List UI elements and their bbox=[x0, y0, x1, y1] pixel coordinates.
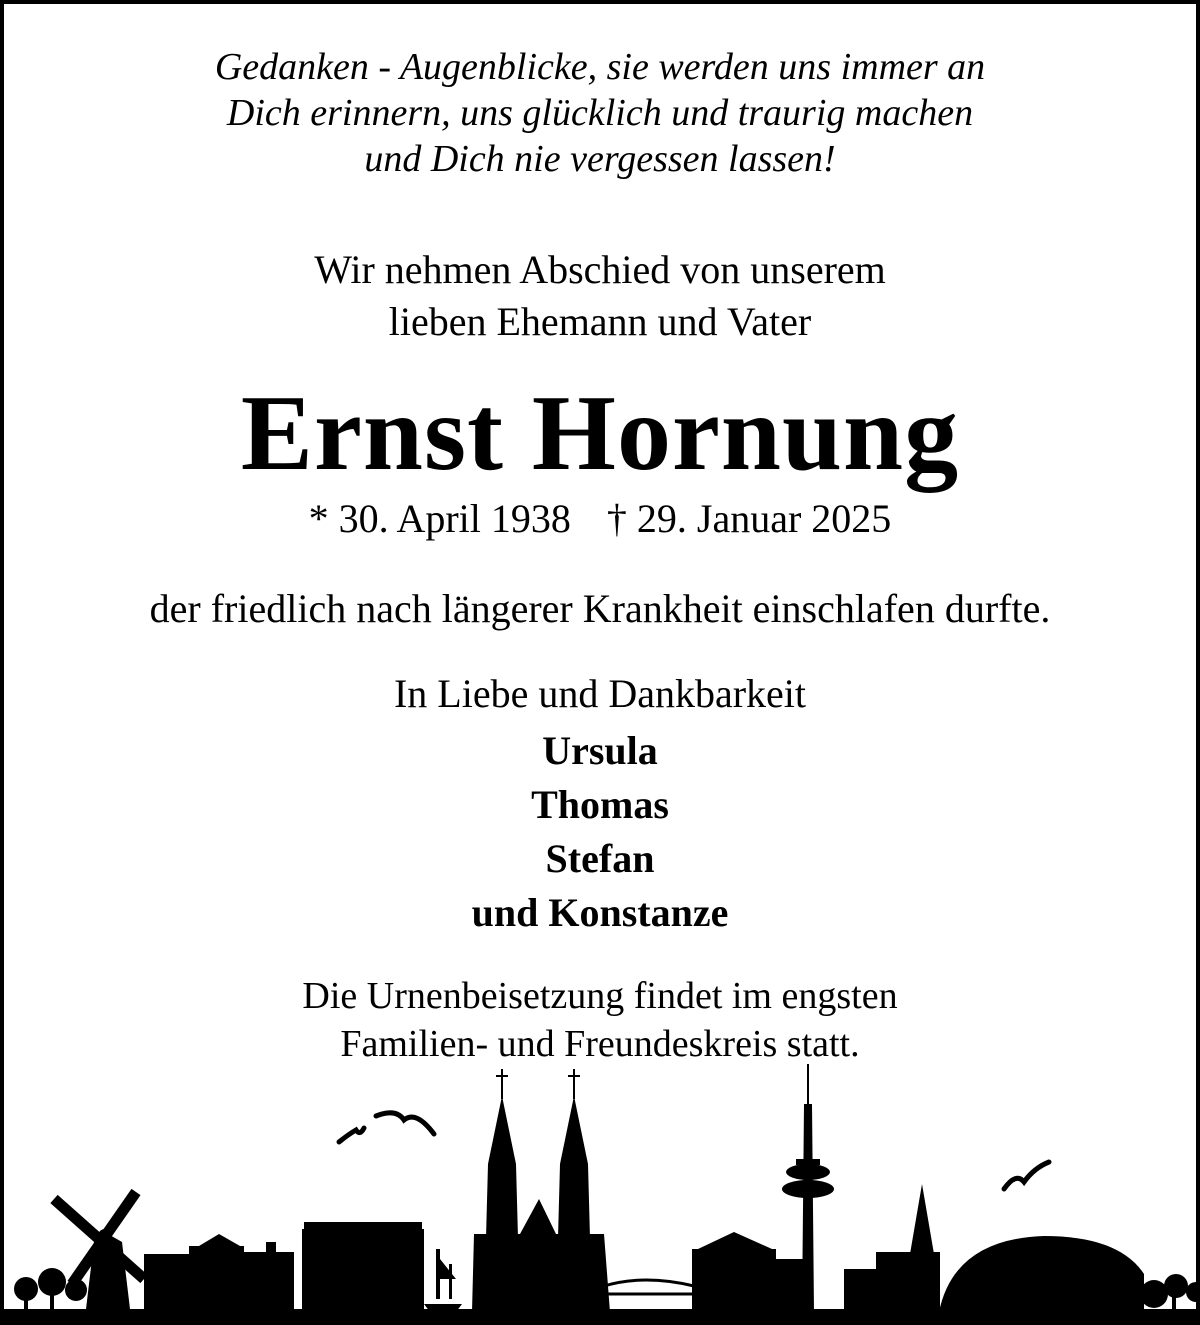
town-hall-silhouette bbox=[302, 1222, 424, 1312]
buildings-left bbox=[144, 1234, 294, 1312]
death-date: † 29. Januar 2025 bbox=[606, 496, 892, 541]
memorial-verse bbox=[4, 44, 1196, 182]
life-dates bbox=[4, 494, 1196, 544]
verse-line: Dich erinnern, uns glücklich und traurig machen bbox=[226, 92, 974, 134]
mourner-name: Thomas bbox=[531, 782, 669, 827]
verse-line: Gedanken - Augenblicke, sie werden uns immer an bbox=[214, 46, 986, 88]
seagull-icons bbox=[339, 1113, 1049, 1189]
burial-line: Die Urnenbeisetzung findet im engsten bbox=[302, 975, 898, 1017]
buildings-right bbox=[844, 1252, 916, 1312]
intro-line: Wir nehmen Abschied von unserem bbox=[314, 247, 886, 292]
birth-date: * 30. April 1938 bbox=[308, 496, 571, 541]
intro-line: lieben Ehemann und Vater bbox=[388, 299, 812, 344]
mourner-name: Ursula bbox=[542, 728, 658, 773]
mourner-name: und Konstanze bbox=[471, 890, 729, 935]
ship-silhouette bbox=[424, 1249, 462, 1312]
cathedral-silhouette bbox=[472, 1069, 610, 1312]
deceased-name: Ernst Hornung bbox=[240, 374, 960, 493]
burial-line: Familien- und Freundeskreis statt. bbox=[340, 1023, 860, 1065]
death-note: der friedlich nach längerer Krankheit einschlafen durfte. bbox=[149, 586, 1051, 631]
mourner-name: Stefan bbox=[545, 836, 655, 881]
stadium-dome-silhouette bbox=[939, 1236, 1144, 1312]
tree-group-right bbox=[1140, 1274, 1200, 1312]
burial-note bbox=[4, 972, 1196, 1068]
city-skyline-silhouette-icon bbox=[4, 1064, 1200, 1325]
church-spire-silhouette bbox=[906, 1184, 940, 1312]
buildings-middle bbox=[692, 1232, 812, 1312]
verse-line: und Dich nie vergessen lassen! bbox=[364, 138, 836, 180]
bridge-silhouette bbox=[604, 1280, 694, 1294]
mourners-intro: In Liebe und Dankbarkeit bbox=[393, 671, 807, 716]
farewell-intro bbox=[4, 244, 1196, 348]
